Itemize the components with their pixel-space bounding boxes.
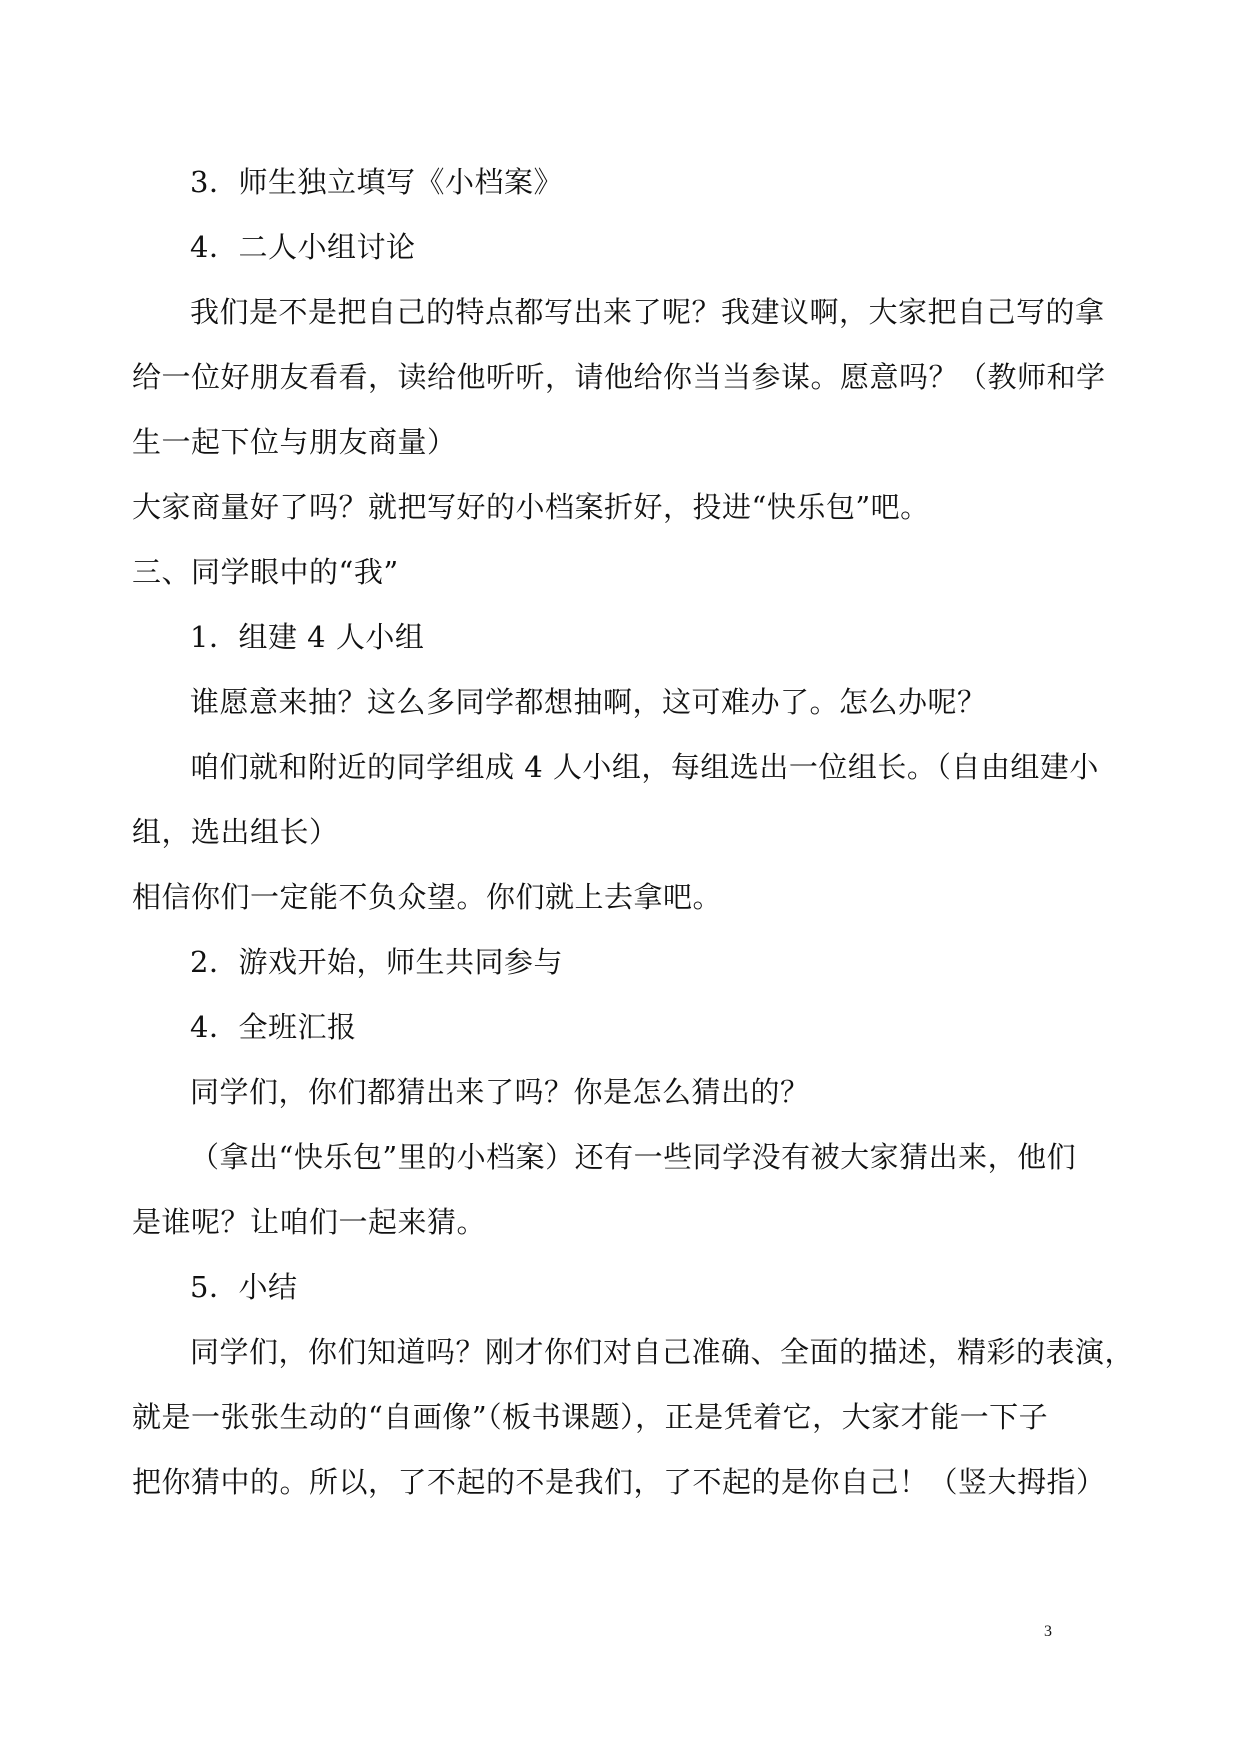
paragraph-line: 同学们，你们知道吗？刚才你们对自己准确、全面的描述，精彩的表演， [190, 1335, 1135, 1369]
paragraph-line: 把你猜中的。所以，了不起的不是我们，了不起的是你自己！（竖大拇指） [132, 1465, 1106, 1499]
step-5-heading: 5．小结 [190, 1270, 298, 1304]
paragraph-line: 我们是不是把自己的特点都写出来了呢？我建议啊，大家把自己写的拿 [190, 295, 1105, 329]
paragraph-line: 大家商量好了吗？就把写好的小档案折好，投进“快乐包”吧。 [132, 490, 930, 524]
step-1-heading: 1．组建 4 人小组 [190, 620, 425, 654]
step-4-heading: 4．全班汇报 [190, 1010, 357, 1044]
paragraph-line: 就是一张张生动的“自画像”（板书课题），正是凭着它，大家才能一下子 [132, 1400, 1049, 1434]
paragraph-line: 生一起下位与朋友商量） [132, 425, 457, 459]
page-number: 3 [1044, 1623, 1052, 1640]
step-4-heading: 4．二人小组讨论 [190, 230, 416, 264]
step-3-heading: 3．师生独立填写《小档案》 [190, 165, 563, 199]
paragraph-line: 谁愿意来抽？这么多同学都想抽啊，这可难办了。怎么办呢？ [190, 685, 987, 719]
section-heading: 三、同学眼中的“我” [132, 555, 399, 589]
paragraph-line: 组，选出组长） [132, 815, 339, 849]
paragraph-line: 同学们，你们都猜出来了吗？你是怎么猜出的？ [190, 1075, 810, 1109]
paragraph-line: 是谁呢？让咱们一起来猜。 [132, 1205, 487, 1239]
paragraph-line: 咱们就和附近的同学组成 4 人小组，每组选出一位组长。（自由组建小 [190, 750, 1099, 784]
paragraph-line: 相信你们一定能不负众望。你们就上去拿吧。 [132, 880, 723, 914]
paragraph-line: 给一位好朋友看看，读给他听听，请他给你当当参谋。愿意吗？（教师和学 [132, 360, 1106, 394]
paragraph-line: （拿出“快乐包”里的小档案）还有一些同学没有被大家猜出来，他们 [190, 1140, 1077, 1174]
step-2-heading: 2．游戏开始，师生共同参与 [190, 945, 563, 979]
